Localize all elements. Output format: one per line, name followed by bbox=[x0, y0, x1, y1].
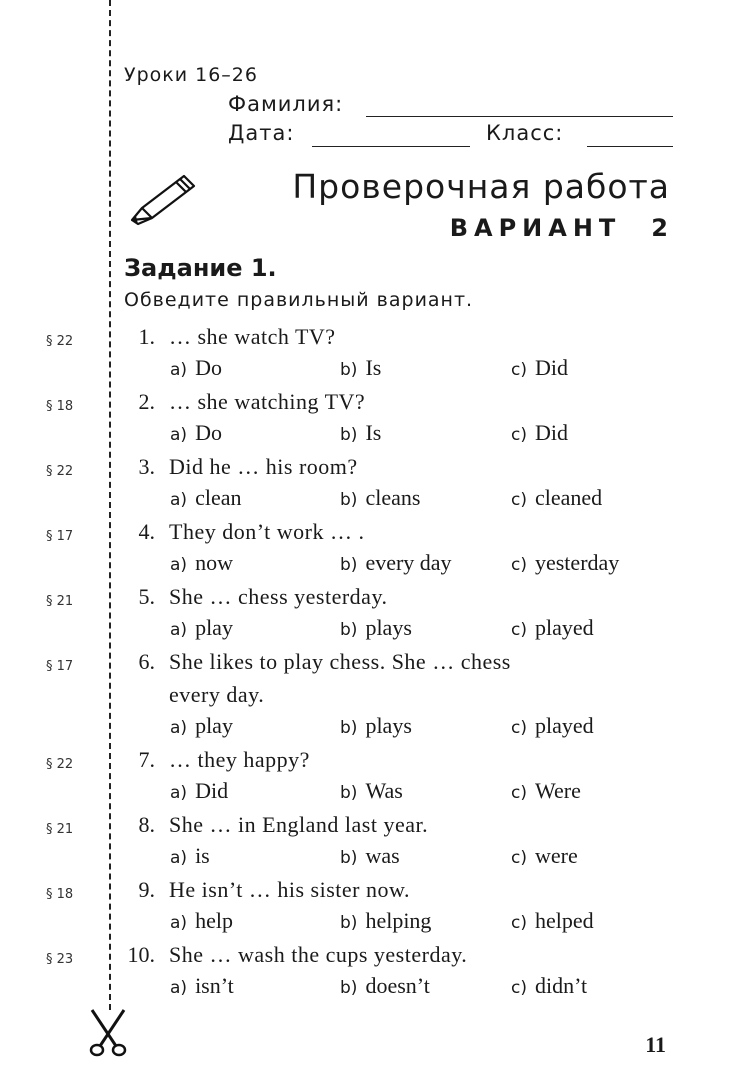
task-title: Задание 1. bbox=[124, 254, 277, 282]
question-number: 10. bbox=[127, 942, 155, 967]
answer-option[interactable] bbox=[170, 843, 210, 869]
option-letter: c) bbox=[511, 848, 527, 868]
answer-option[interactable] bbox=[340, 843, 400, 869]
question-number: 3. bbox=[138, 454, 155, 479]
paragraph-ref: § 18 bbox=[46, 887, 74, 902]
option-text: play bbox=[195, 615, 233, 640]
page-title: Проверочная работа bbox=[292, 167, 670, 206]
option-text: Did bbox=[534, 420, 568, 445]
option-text: Is bbox=[365, 420, 382, 445]
option-text: Were bbox=[534, 778, 581, 803]
answer-option[interactable] bbox=[340, 355, 381, 381]
option-letter: a) bbox=[170, 490, 188, 510]
option-text: Did bbox=[534, 355, 568, 380]
option-letter: b) bbox=[340, 848, 358, 868]
answer-option[interactable] bbox=[340, 908, 431, 934]
paragraph-ref: § 22 bbox=[46, 757, 74, 772]
surname-label: Фамилия: bbox=[228, 92, 344, 116]
answer-option[interactable] bbox=[511, 713, 594, 739]
question-text: She … chess yesterday. bbox=[169, 584, 388, 609]
option-letter: a) bbox=[170, 978, 188, 998]
answer-option[interactable] bbox=[340, 550, 452, 576]
answer-option[interactable] bbox=[511, 550, 619, 576]
option-text: Do bbox=[195, 355, 222, 380]
answer-option[interactable] bbox=[340, 778, 403, 804]
option-letter: b) bbox=[340, 783, 358, 803]
question-number: 8. bbox=[138, 812, 155, 837]
option-text: clean bbox=[195, 485, 242, 510]
option-letter: b) bbox=[340, 425, 358, 445]
paragraph-ref: § 23 bbox=[46, 952, 74, 967]
answer-option[interactable] bbox=[511, 355, 568, 381]
question-text: … she watch TV? bbox=[169, 324, 336, 349]
answer-option[interactable] bbox=[340, 973, 430, 999]
option-letter: c) bbox=[511, 620, 527, 640]
answer-option[interactable] bbox=[511, 778, 581, 804]
cut-line bbox=[109, 0, 111, 1010]
variant-number: 2 bbox=[651, 214, 668, 242]
answer-option[interactable] bbox=[340, 615, 412, 641]
answer-option[interactable] bbox=[340, 713, 412, 739]
option-letter: b) bbox=[340, 978, 358, 998]
option-letter: b) bbox=[340, 490, 358, 510]
option-text: didn’t bbox=[534, 973, 588, 998]
answer-option[interactable] bbox=[170, 420, 222, 446]
option-text: doesn’t bbox=[365, 973, 430, 998]
option-text: Is bbox=[365, 355, 382, 380]
option-letter: a) bbox=[170, 913, 188, 933]
answer-option[interactable] bbox=[511, 908, 594, 934]
option-letter: a) bbox=[170, 360, 188, 380]
question-text: She … wash the cups yesterday. bbox=[169, 942, 468, 967]
class-label: Класс: bbox=[486, 121, 564, 145]
option-text: helping bbox=[365, 908, 432, 933]
question-text: Did he … his room? bbox=[169, 454, 358, 479]
option-letter: b) bbox=[340, 360, 358, 380]
option-text: is bbox=[195, 843, 210, 868]
option-letter: c) bbox=[511, 425, 527, 445]
option-letter: c) bbox=[511, 718, 527, 738]
option-letter: a) bbox=[170, 718, 188, 738]
option-text: cleans bbox=[365, 485, 421, 510]
question-text: … they happy? bbox=[169, 747, 310, 772]
option-text: Do bbox=[195, 420, 222, 445]
answer-option[interactable] bbox=[340, 420, 381, 446]
question-text: every day. bbox=[169, 682, 265, 707]
question-number: 9. bbox=[138, 877, 155, 902]
question-text: She … in England last year. bbox=[169, 812, 429, 837]
option-text: isn’t bbox=[195, 973, 234, 998]
option-text: every day bbox=[365, 550, 452, 575]
question-text: She likes to play chess. She … chess bbox=[169, 649, 511, 674]
option-letter: b) bbox=[340, 913, 358, 933]
option-letter: a) bbox=[170, 848, 188, 868]
class-field[interactable] bbox=[587, 146, 673, 147]
option-letter: c) bbox=[511, 490, 527, 510]
option-text: cleaned bbox=[534, 485, 603, 510]
answer-option[interactable] bbox=[511, 485, 602, 511]
question-text: … she watching TV? bbox=[169, 389, 366, 414]
option-text: yesterday bbox=[534, 550, 620, 575]
answer-option[interactable] bbox=[170, 355, 222, 381]
answer-option[interactable] bbox=[170, 973, 234, 999]
answer-option[interactable] bbox=[170, 615, 233, 641]
option-text: were bbox=[534, 843, 578, 868]
question-text: They don’t work … . bbox=[169, 519, 365, 544]
option-text: Did bbox=[195, 778, 229, 803]
paragraph-ref: § 18 bbox=[46, 399, 74, 414]
paragraph-ref: § 21 bbox=[46, 594, 74, 609]
option-text: played bbox=[534, 615, 594, 640]
page-number: 11 bbox=[645, 1032, 666, 1057]
task-instruction: Обведите правильный вариант. bbox=[124, 289, 474, 311]
answer-option[interactable] bbox=[170, 778, 228, 804]
question-number: 4. bbox=[138, 519, 155, 544]
option-text: plays bbox=[365, 713, 412, 738]
option-letter: b) bbox=[340, 718, 358, 738]
option-text: now bbox=[195, 550, 233, 575]
option-letter: c) bbox=[511, 913, 527, 933]
option-letter: b) bbox=[340, 555, 358, 575]
option-letter: a) bbox=[170, 783, 188, 803]
lessons-range: Уроки 16–26 bbox=[124, 64, 258, 86]
question-number: 7. bbox=[138, 747, 155, 772]
pencil-icon bbox=[124, 170, 200, 230]
variant-word: ВАРИАНТ bbox=[449, 214, 622, 242]
option-text: was bbox=[365, 843, 400, 868]
answer-option[interactable] bbox=[340, 485, 420, 511]
variant-label bbox=[450, 214, 668, 242]
paragraph-ref: § 21 bbox=[46, 822, 74, 837]
paragraph-ref: § 17 bbox=[46, 529, 74, 544]
option-letter: b) bbox=[340, 620, 358, 640]
option-letter: c) bbox=[511, 360, 527, 380]
date-label: Дата: bbox=[228, 121, 295, 145]
question-number: 1. bbox=[138, 324, 155, 349]
option-text: play bbox=[195, 713, 233, 738]
option-letter: c) bbox=[511, 783, 527, 803]
option-letter: a) bbox=[170, 620, 188, 640]
question-number: 6. bbox=[138, 649, 155, 674]
option-letter: c) bbox=[511, 978, 527, 998]
question-number: 5. bbox=[138, 584, 155, 609]
scissors-icon bbox=[86, 1008, 130, 1058]
answer-option[interactable] bbox=[170, 713, 233, 739]
answer-option[interactable] bbox=[511, 615, 594, 641]
option-text: played bbox=[534, 713, 594, 738]
answer-option[interactable] bbox=[511, 843, 578, 869]
option-text: plays bbox=[365, 615, 412, 640]
surname-field[interactable] bbox=[366, 116, 673, 117]
option-letter: c) bbox=[511, 555, 527, 575]
option-text: Was bbox=[365, 778, 403, 803]
answer-option[interactable] bbox=[511, 420, 568, 446]
date-field[interactable] bbox=[312, 146, 470, 147]
answer-option[interactable] bbox=[170, 908, 233, 934]
answer-option[interactable] bbox=[170, 485, 241, 511]
answer-option[interactable] bbox=[170, 550, 233, 576]
answer-option[interactable] bbox=[511, 973, 587, 999]
question-number: 2. bbox=[138, 389, 155, 414]
option-letter: a) bbox=[170, 555, 188, 575]
option-text: helped bbox=[534, 908, 594, 933]
option-letter: a) bbox=[170, 425, 188, 445]
paragraph-ref: § 22 bbox=[46, 334, 74, 349]
option-text: help bbox=[195, 908, 233, 933]
paragraph-ref: § 17 bbox=[46, 659, 74, 674]
question-text: He isn’t … his sister now. bbox=[169, 877, 410, 902]
paragraph-ref: § 22 bbox=[46, 464, 74, 479]
